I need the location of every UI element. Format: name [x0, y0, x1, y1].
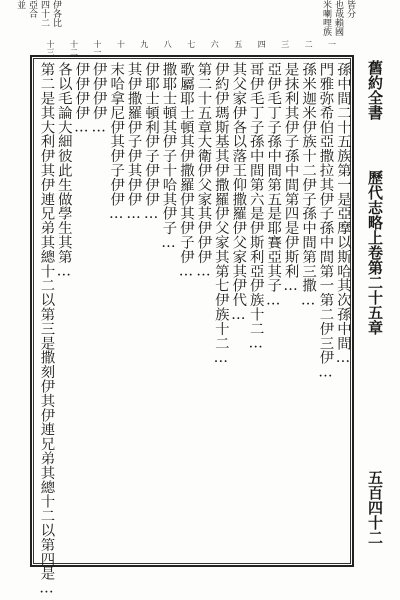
header-note-right-text-2: 也哉賴國: [333, 0, 343, 36]
column-number: 八: [163, 40, 173, 48]
header-note-right-text: 米喇哩族: [321, 0, 331, 36]
header-note-left-2: [36, 0, 48, 40]
column-number: 四: [257, 40, 267, 48]
column-number: 十一: [92, 40, 102, 56]
text-column: 孫米迦米伊族十二伊子孫中間第三撒…: [300, 62, 317, 309]
text-column: 伊伊伊伊…: [73, 62, 90, 136]
column-number: 十三: [46, 40, 55, 56]
text-column: 各以毛論大細彼此生做學生其第…: [55, 62, 72, 280]
text-column: 第二十五章大衛伊父家其伊伊伊…: [195, 62, 212, 280]
text-column: 伊耶士頓利伊子伊伊伊…: [143, 62, 160, 222]
column-number: 一: [327, 40, 337, 48]
header-note-left-text-3: 亞合: [27, 0, 37, 18]
column-number: 五: [233, 40, 243, 48]
header-note-right-2: [330, 0, 342, 40]
column-number: 三: [280, 40, 290, 48]
chapter-title-text: 歷代志略上卷第二十五章: [366, 170, 384, 335]
page-number: [364, 470, 382, 560]
text-column: 歌屬耶士頓其伊撒羅伊其伊子伊…: [177, 62, 194, 280]
book-title: [364, 60, 382, 160]
text-column: 伊約伊瑪斯基其伊撒羅伊父家其第七伊族十二…: [212, 62, 229, 366]
header-note-right-text-3: 皆分: [345, 0, 355, 18]
text-column: 是抹利其伊子孫中間第四是伊斯利…: [282, 62, 299, 294]
header-note-left-3: [24, 0, 36, 40]
header-note-right: [300, 0, 330, 40]
text-column: 亞伊毛丁子孫中間第五是耶賽亞其子…: [265, 62, 282, 309]
chapter-title: [364, 170, 382, 420]
column-number: 九: [139, 40, 149, 48]
page-number-text: 五百四十二: [366, 470, 384, 545]
header-note-right-3: [342, 0, 354, 40]
text-column: 門雅弥希伯亞撒拉其伊子孫中間第一第二伊三伊…: [317, 62, 334, 381]
header-note-left-text-4: 並: [15, 0, 25, 9]
header-note-left-4: [12, 0, 24, 40]
text-column: 其伊撒羅伊子伊其伊伊…: [125, 62, 142, 222]
text-column: 孫中間二十五族第一是亞摩以斯哈其次孫中間…: [334, 62, 351, 366]
text-column: 其父家伊各以落王仰撒羅伊父家其伊代…: [230, 62, 247, 323]
header-note-left-text: 伊各比: [51, 0, 61, 27]
column-number: 二: [304, 40, 314, 48]
column-number: 十二: [69, 40, 79, 56]
header-note-left-text-2: 四十二: [39, 0, 49, 27]
header-note-left: [48, 0, 60, 40]
text-column: 第二是其大利伊其伊連兄弟其總十二以第三是撒刻伊其伊連兄弟其總十二以第四是…: [38, 62, 55, 597]
column-number: 十: [116, 40, 126, 48]
book-title-text: 舊約全書: [366, 60, 384, 120]
text-column: 末哈拿尼伊其伊子伊伊…: [108, 62, 125, 222]
text-column: 撒耶士頓其伊子十哈其伊子…: [160, 62, 177, 251]
column-number: 六: [210, 40, 220, 48]
text-column: 伊伊伊伊…: [90, 62, 107, 136]
column-number: 七: [186, 40, 196, 48]
text-column: 哥伊毛丁子孫中間第六是伊斯利亞伊族十二…: [247, 62, 264, 352]
